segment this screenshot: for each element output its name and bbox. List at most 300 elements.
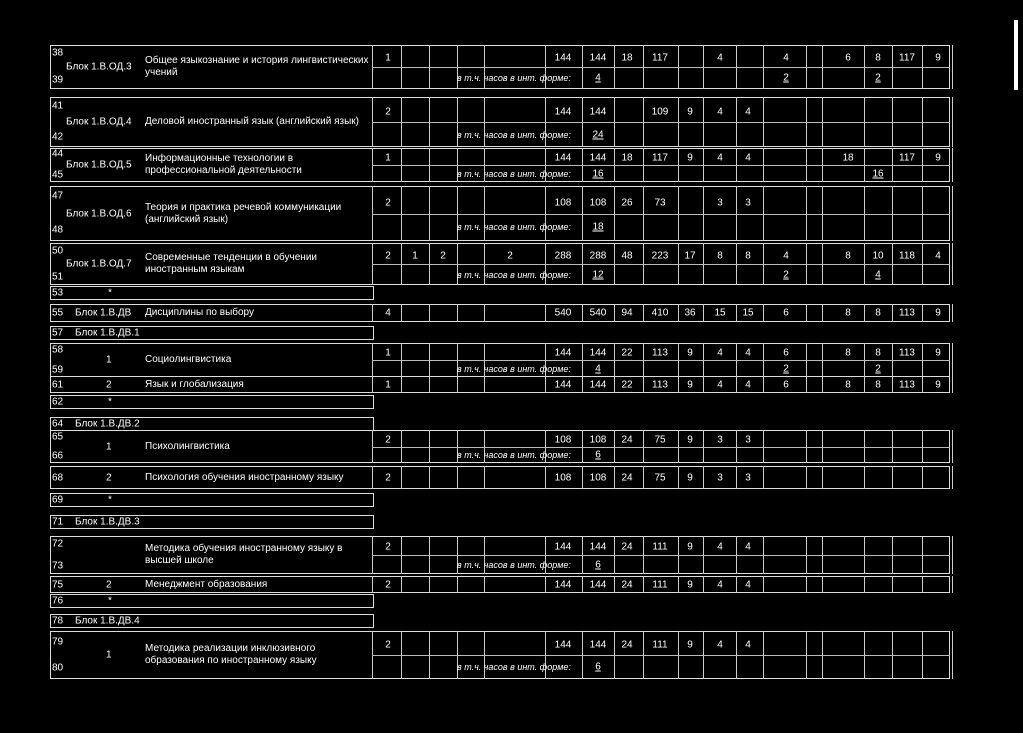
grid-line <box>952 430 953 463</box>
asterisk: * <box>108 396 112 408</box>
value-cell: 144 <box>589 347 607 359</box>
grid-line <box>892 376 893 393</box>
value-cell: 24 <box>621 541 633 553</box>
grid-line <box>429 576 430 593</box>
grid-line <box>806 576 807 593</box>
row-number: 79 <box>52 636 64 648</box>
value-cell: 108 <box>589 197 607 208</box>
value-cell: 22 <box>621 379 633 390</box>
grid-line <box>678 304 679 322</box>
value-cell: 4 <box>717 106 723 118</box>
value-cell: 2 <box>385 197 391 208</box>
discipline-name: Социолингвистика <box>145 354 232 365</box>
value-cell: 4 <box>717 52 723 64</box>
value-cell: 75 <box>654 472 666 483</box>
row-number: 64 <box>52 418 64 430</box>
value-cell: 24 <box>621 472 633 483</box>
sub-number: 2 <box>106 379 112 390</box>
value-cell: 9 <box>935 347 941 359</box>
discipline-row <box>0 148 1023 182</box>
row-number: 73 <box>52 560 64 572</box>
grid-line <box>864 304 865 322</box>
value-cell: 18 <box>621 152 633 164</box>
row-number: 39 <box>52 74 64 86</box>
row-number: 57 <box>52 327 64 339</box>
grid-line <box>545 576 546 593</box>
value-cell: 111 <box>652 639 668 651</box>
value-cell: 144 <box>554 52 572 64</box>
grid-line <box>952 343 953 377</box>
row-number: 65 <box>52 431 64 443</box>
grid-line <box>457 376 458 393</box>
value-cell: 144 <box>589 579 607 590</box>
value-cell: 2 <box>385 250 391 262</box>
grid-line <box>952 631 953 679</box>
row-number: 76 <box>52 595 64 607</box>
discipline-row <box>0 243 1023 285</box>
grid-line <box>678 466 679 489</box>
row-number: 61 <box>52 379 64 390</box>
grid-line <box>582 576 583 593</box>
value-cell: 18 <box>842 152 854 164</box>
value-cell: 1 <box>385 52 391 64</box>
value-cell: 24 <box>621 639 633 651</box>
grid-line <box>763 304 764 322</box>
grid-line <box>545 304 546 322</box>
value-cell: 6 <box>845 52 851 64</box>
value-cell: 113 <box>652 347 668 359</box>
value-cell: 15 <box>714 307 726 319</box>
interactive-hours: 6 <box>595 661 601 673</box>
value-cell: 111 <box>652 541 668 553</box>
value-cell: 108 <box>589 472 607 483</box>
value-cell: 144 <box>589 152 607 164</box>
value-cell: 4 <box>745 152 751 164</box>
discipline-name: Дисциплины по выбору <box>145 307 254 318</box>
discipline-row <box>0 97 1023 147</box>
value-cell: 3 <box>745 197 751 208</box>
value-cell: 4 <box>783 52 789 64</box>
value-cell: 113 <box>899 347 915 359</box>
row-divider <box>372 555 950 556</box>
value-cell: 8 <box>845 307 851 319</box>
grid-line <box>822 576 823 593</box>
value-cell: 144 <box>554 347 572 359</box>
discipline-name: Психология обучения иностранному языку <box>145 471 344 483</box>
interactive-hours-note: в т.ч. часов в инт. форме: <box>457 449 571 460</box>
grid-line <box>545 376 546 393</box>
interactive-hours: 6 <box>595 559 601 570</box>
grid-line <box>952 576 953 593</box>
grid-line <box>952 466 953 489</box>
elective-block-row <box>0 304 1023 322</box>
value-cell: 8 <box>875 347 881 359</box>
block-code: Блок 1.В.ОД.5 <box>66 159 132 171</box>
grid-line <box>892 466 893 489</box>
value-cell: 9 <box>935 379 941 390</box>
value-cell: 113 <box>899 307 915 319</box>
value-cell: 48 <box>621 250 633 262</box>
value-cell: 10 <box>872 250 884 262</box>
row-divider <box>372 165 950 166</box>
grid-line <box>703 376 704 393</box>
value-cell: 144 <box>554 579 572 590</box>
grid-line <box>401 466 402 489</box>
grid-line <box>484 304 485 322</box>
grid-line <box>952 536 953 574</box>
value-cell: 4 <box>717 152 723 164</box>
grid-line <box>643 376 644 393</box>
value-cell: 117 <box>899 52 915 64</box>
discipline-row <box>0 343 1023 377</box>
value-cell: 113 <box>652 379 668 390</box>
grid-line <box>678 576 679 593</box>
value-cell: 3 <box>745 472 751 483</box>
value-cell: 144 <box>554 106 572 118</box>
value-cell: 2 <box>385 434 391 446</box>
asterisk: * <box>108 287 112 299</box>
value-cell: 9 <box>687 152 693 164</box>
value-cell: 108 <box>554 434 572 446</box>
value-cell: 109 <box>651 106 669 118</box>
row-divider <box>372 122 950 123</box>
interactive-hours-note: в т.ч. часов в инт. форме: <box>457 559 571 570</box>
grid-line <box>806 466 807 489</box>
grid-line <box>643 304 644 322</box>
interactive-hours: 16 <box>872 168 884 179</box>
grid-line <box>952 148 953 182</box>
row-number: 44 <box>52 148 64 160</box>
value-cell: 108 <box>554 197 572 208</box>
grid-line <box>864 376 865 393</box>
interactive-hours-note: в т.ч. часов в инт. форме: <box>457 168 571 179</box>
value-cell: 15 <box>742 307 754 319</box>
row-divider <box>372 264 950 265</box>
row-divider <box>372 655 950 656</box>
value-cell: 9 <box>687 579 693 590</box>
interactive-hours: 16 <box>592 168 604 179</box>
grid-line <box>484 576 485 593</box>
block-row <box>0 326 1023 340</box>
value-cell: 1 <box>385 347 391 359</box>
block-row <box>0 614 1023 628</box>
value-cell: 73 <box>654 197 666 208</box>
grid-line <box>401 576 402 593</box>
value-cell: 2 <box>385 579 391 590</box>
row-number: 62 <box>52 396 64 408</box>
block-code: Блок 1.В.ДВ <box>75 307 132 319</box>
interactive-hours: 2 <box>875 72 881 84</box>
block-row <box>0 417 1023 431</box>
interactive-hours-note: в т.ч. часов в инт. форме: <box>457 269 571 280</box>
grid-line <box>806 376 807 393</box>
discipline-name: Психолингвистика <box>145 440 230 452</box>
row-frame <box>50 493 374 507</box>
row-number: 41 <box>52 100 64 112</box>
value-cell: 2 <box>385 106 391 118</box>
value-cell: 4 <box>745 639 751 651</box>
asterisk: * <box>108 595 112 607</box>
value-cell: 2 <box>507 250 513 262</box>
row-number: 45 <box>52 169 64 181</box>
value-cell: 3 <box>745 434 751 446</box>
value-cell: 144 <box>589 52 607 64</box>
grid-line <box>763 466 764 489</box>
value-cell: 8 <box>845 379 851 390</box>
grid-line <box>864 466 865 489</box>
value-cell: 4 <box>745 106 751 118</box>
discipline-name: Менеджмент образования <box>145 578 268 590</box>
value-cell: 3 <box>717 197 723 208</box>
value-cell: 24 <box>621 579 633 590</box>
value-cell: 6 <box>783 347 789 359</box>
block-row <box>0 515 1023 529</box>
value-cell: 9 <box>687 639 693 651</box>
value-cell: 2 <box>440 250 446 262</box>
grid-line <box>582 466 583 489</box>
value-cell: 9 <box>935 307 941 319</box>
block-code: Блок 1.В.ДВ.1 <box>75 327 140 339</box>
sub-number: 1 <box>106 441 112 452</box>
value-cell: 8 <box>845 250 851 262</box>
row-number: 78 <box>52 615 64 627</box>
value-cell: 9 <box>687 541 693 553</box>
value-cell: 17 <box>684 250 696 262</box>
row-number: 42 <box>52 131 64 143</box>
value-cell: 4 <box>935 250 941 262</box>
discipline-row <box>0 536 1023 574</box>
grid-line <box>582 304 583 322</box>
interactive-hours: 24 <box>592 129 604 140</box>
grid-line <box>822 466 823 489</box>
discipline-row <box>0 186 1023 241</box>
grid-line <box>736 466 737 489</box>
value-cell: 36 <box>684 307 696 319</box>
grid-line <box>952 186 953 241</box>
interactive-hours: 12 <box>592 269 604 280</box>
empty-row <box>0 594 1023 608</box>
block-code: Блок 1.В.ДВ.2 <box>75 418 140 430</box>
discipline-name: Деловой иностранный язык (английский язык) <box>145 116 360 127</box>
grid-line <box>457 576 458 593</box>
value-cell: 1 <box>385 379 391 390</box>
grid-line <box>703 304 704 322</box>
value-cell: 117 <box>652 152 668 164</box>
grid-line <box>703 576 704 593</box>
grid-line <box>822 376 823 393</box>
value-cell: 9 <box>935 152 941 164</box>
block-code: Блок 1.В.ОД.6 <box>66 208 132 219</box>
value-cell: 94 <box>621 307 633 319</box>
interactive-hours: 2 <box>783 72 789 84</box>
page-edge-mark <box>1014 20 1018 90</box>
asterisk: * <box>108 494 112 506</box>
value-cell: 288 <box>554 250 572 262</box>
interactive-hours: 4 <box>595 72 601 84</box>
value-cell: 540 <box>589 307 607 319</box>
value-cell: 4 <box>717 579 723 590</box>
value-cell: 4 <box>745 541 751 553</box>
interactive-hours: 4 <box>875 269 881 280</box>
value-cell: 4 <box>717 639 723 651</box>
empty-row <box>0 395 1023 409</box>
value-cell: 4 <box>745 379 751 390</box>
grid-line <box>763 376 764 393</box>
grid-line <box>582 376 583 393</box>
interactive-hours: 2 <box>783 363 789 374</box>
grid-line <box>614 304 615 322</box>
row-divider <box>372 360 950 361</box>
sub-number: 2 <box>106 472 112 483</box>
value-cell: 75 <box>654 434 666 446</box>
row-number: 50 <box>52 245 64 257</box>
interactive-hours-note: в т.ч. часов в инт. форме: <box>457 222 571 233</box>
discipline-name: Общее языкознание и история лингвистических учений <box>145 55 369 78</box>
value-cell: 108 <box>554 472 572 483</box>
grid-line <box>822 304 823 322</box>
discipline-row <box>0 430 1023 463</box>
value-cell: 9 <box>687 472 693 483</box>
sub-number: 2 <box>106 579 112 590</box>
value-cell: 144 <box>589 106 607 118</box>
value-cell: 144 <box>554 639 572 651</box>
value-cell: 144 <box>589 379 607 390</box>
value-cell: 4 <box>745 579 751 590</box>
grid-line <box>952 376 953 393</box>
value-cell: 8 <box>875 307 881 319</box>
grid-line <box>952 45 953 89</box>
row-divider <box>372 67 950 68</box>
value-cell: 144 <box>554 379 572 390</box>
row-number: 80 <box>52 662 64 674</box>
sub-number: 1 <box>106 649 112 661</box>
grid-line <box>806 304 807 322</box>
block-code: Блок 1.В.ОД.7 <box>66 258 132 270</box>
value-cell: 4 <box>783 250 789 262</box>
grid-line <box>614 376 615 393</box>
block-code: Блок 1.В.ДВ.4 <box>75 615 140 627</box>
row-divider <box>372 447 950 448</box>
row-number: 72 <box>52 538 64 550</box>
value-cell: 8 <box>875 52 881 64</box>
value-cell: 1 <box>412 250 418 262</box>
grid-line <box>484 376 485 393</box>
grid-line <box>429 466 430 489</box>
value-cell: 24 <box>621 434 633 446</box>
row-number: 55 <box>52 307 64 319</box>
grid-line <box>429 376 430 393</box>
row-divider <box>372 214 950 215</box>
grid-line <box>678 376 679 393</box>
interactive-hours: 2 <box>783 269 789 280</box>
interactive-hours-note: в т.ч. часов в инт. форме: <box>457 662 571 672</box>
interactive-hours: 6 <box>595 449 601 461</box>
row-number: 47 <box>52 190 64 202</box>
grid-line <box>614 466 615 489</box>
value-cell: 111 <box>652 579 668 590</box>
value-cell: 4 <box>717 379 723 390</box>
interactive-hours-note: в т.ч. часов в инт. форме: <box>457 129 571 140</box>
interactive-hours: 18 <box>592 221 604 233</box>
grid-line <box>703 466 704 489</box>
row-number: 51 <box>52 271 64 283</box>
value-cell: 9 <box>935 52 941 64</box>
value-cell: 223 <box>651 250 669 262</box>
grid-line <box>401 304 402 322</box>
grid-line <box>457 304 458 322</box>
row-number: 38 <box>52 47 64 59</box>
value-cell: 117 <box>652 52 668 64</box>
value-cell: 108 <box>589 434 607 446</box>
value-cell: 117 <box>899 152 915 164</box>
value-cell: 4 <box>717 541 723 553</box>
grid-line <box>736 576 737 593</box>
interactive-hours-note: в т.ч. часов в инт. форме: <box>457 363 571 374</box>
value-cell: 6 <box>783 307 789 319</box>
value-cell: 22 <box>621 347 633 359</box>
row-number: 58 <box>52 344 64 356</box>
value-cell: 8 <box>875 379 881 390</box>
grid-line <box>922 466 923 489</box>
block-code: Блок 1.В.ОД.3 <box>66 61 132 73</box>
grid-line <box>922 576 923 593</box>
empty-row <box>0 286 1023 300</box>
value-cell: 144 <box>589 639 607 651</box>
grid-line <box>736 304 737 322</box>
value-cell: 3 <box>717 472 723 483</box>
block-code: Блок 1.В.ОД.4 <box>66 116 132 128</box>
value-cell: 410 <box>651 307 669 319</box>
value-cell: 4 <box>385 307 391 319</box>
row-number: 53 <box>52 287 64 299</box>
value-cell: 144 <box>554 541 572 553</box>
discipline-row <box>0 45 1023 89</box>
value-cell: 26 <box>621 197 633 208</box>
grid-line <box>864 576 865 593</box>
interactive-hours: 2 <box>875 363 881 374</box>
grid-line <box>643 576 644 593</box>
row-number: 66 <box>52 450 64 462</box>
discipline-name: Современные тенденции в обучении иностранным языкам <box>145 252 318 275</box>
value-cell: 9 <box>687 347 693 359</box>
grid-line <box>545 466 546 489</box>
row-number: 75 <box>52 579 64 590</box>
value-cell: 8 <box>845 347 851 359</box>
grid-line <box>401 376 402 393</box>
value-cell: 540 <box>554 307 572 319</box>
discipline-name: Теория и практика речевой коммуникации (английский язык) <box>145 201 342 225</box>
value-cell: 144 <box>589 541 607 553</box>
discipline-name: Язык и глобализация <box>145 378 244 390</box>
discipline-row <box>0 631 1023 679</box>
value-cell: 2 <box>385 472 391 483</box>
value-cell: 18 <box>621 52 633 64</box>
value-cell: 2 <box>385 639 391 651</box>
value-cell: 144 <box>554 152 572 164</box>
empty-row <box>0 493 1023 507</box>
grid-line <box>892 304 893 322</box>
row-frame <box>50 594 374 608</box>
discipline-name: Информационные технологии в профессиональной деятельности <box>145 153 302 176</box>
discipline-name: Методика обучения иностранному языку в высшей школе <box>145 543 343 566</box>
grid-line <box>614 576 615 593</box>
grid-line <box>952 304 953 322</box>
block-code: Блок 1.В.ДВ.3 <box>75 516 140 528</box>
grid-line <box>736 376 737 393</box>
row-number: 68 <box>52 472 64 483</box>
row-number: 48 <box>52 224 64 236</box>
interactive-hours: 4 <box>595 363 601 374</box>
